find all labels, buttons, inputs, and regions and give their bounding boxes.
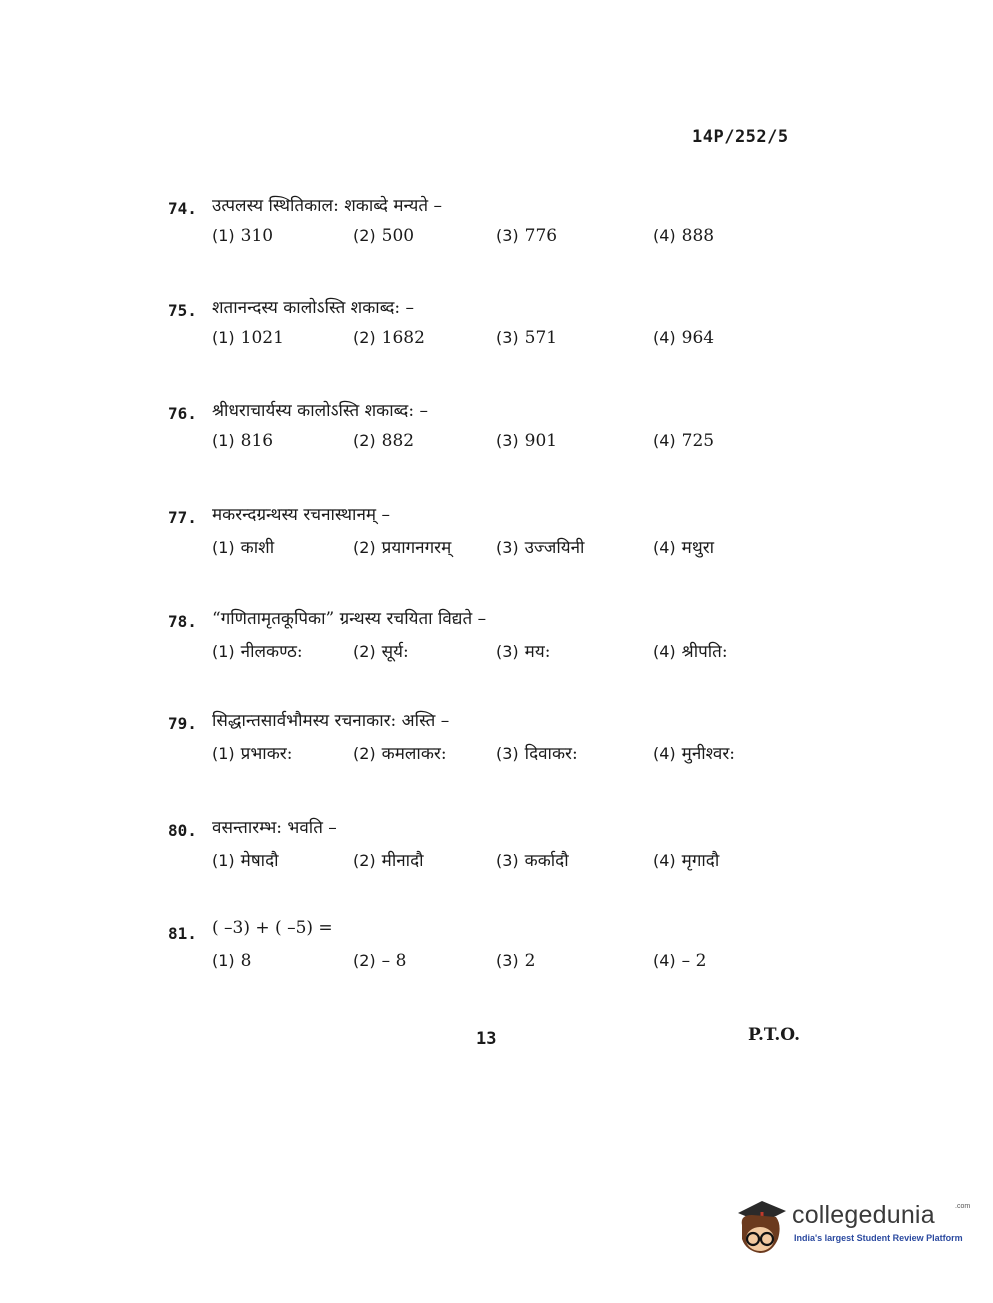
question-text: “गणितामृतकूपिका” ग्रन्थस्य रचयिता विद्यते – [212,609,487,629]
option-4: (4) मुनीश्वर: [653,744,736,764]
question-number: 76. [168,404,197,423]
option-1: (1) नीलकण्ठ: [212,642,303,662]
option-1: (1) प्रभाकर: [212,744,293,764]
option-3: (3) मय: [496,642,551,662]
question-number: 77. [168,508,197,527]
question-79 [168,708,788,773]
option-4: (4) 888 [653,226,715,246]
option-4: (4) मृगादौ [653,851,720,871]
mascot-logo-icon [732,1195,790,1259]
option-3: (3) कर्कादौ [496,851,569,871]
option-2: (2) 1682 [353,328,425,348]
question-80 [168,815,788,880]
question-81 [168,918,788,983]
option-3: (3) 2 [496,951,536,971]
question-text: वसन्तारम्भ: भवति – [212,818,337,838]
brand-tagline: India's largest Student Review Platform [794,1233,963,1243]
question-74 [168,193,788,258]
option-2: (2) प्रयागनगरम् [353,538,452,558]
option-4: (4) 964 [653,328,715,348]
question-number: 81. [168,924,197,943]
question-text: श्रीधराचार्यस्य कालोऽस्ति शकाब्द: – [212,401,428,421]
option-2: (2) सूर्य: [353,642,409,662]
option-4: (4) श्रीपति: [653,642,728,662]
option-1: (1) 8 [212,951,252,971]
question-number: 80. [168,821,197,840]
question-number: 75. [168,301,197,320]
option-1: (1) मेषादौ [212,851,279,871]
option-2: (2) 882 [353,431,415,451]
brand-name: collegedunia [792,1201,935,1229]
option-3: (3) दिवाकर: [496,744,578,764]
option-2: (2) – 8 [353,951,407,971]
question-text: सिद्धान्तसार्वभौमस्य रचनाकार: अस्ति – [212,711,450,731]
pto-label: P.T.O. [748,1025,800,1045]
paper-code: 14P/252/5 [692,127,789,147]
option-3: (3) 901 [496,431,558,451]
question-number: 78. [168,612,197,631]
question-text: शतानन्दस्य कालोऽस्ति शकाब्द: – [212,298,415,318]
question-text: ( –3) + ( –5) = [212,918,333,938]
question-number: 79. [168,714,197,733]
brand-domain: .com [955,1203,971,1210]
question-number: 74. [168,199,197,218]
option-3: (3) 571 [496,328,558,348]
option-1: (1) 816 [212,431,274,451]
question-text: मकरन्दग्रन्थस्य रचनास्थानम् – [212,505,390,525]
question-75 [168,295,788,360]
option-1: (1) 310 [212,226,274,246]
option-3: (3) 776 [496,226,558,246]
question-76 [168,398,788,463]
option-4: (4) 725 [653,431,715,451]
option-1: (1) 1021 [212,328,284,348]
option-1: (1) काशी [212,538,275,558]
option-4: (4) – 2 [653,951,707,971]
option-3: (3) उज्जयिनी [496,538,585,558]
question-text: उत्पलस्य स्थितिकाल: शकाब्दे मन्यते – [212,196,442,216]
option-2: (2) कमलाकर: [353,744,447,764]
option-2: (2) मीनादौ [353,851,424,871]
question-78 [168,606,788,671]
option-4: (4) मथुरा [653,538,715,558]
question-77 [168,502,788,567]
collegedunia-watermark [732,1195,972,1259]
page-number: 13 [476,1029,497,1049]
option-2: (2) 500 [353,226,415,246]
